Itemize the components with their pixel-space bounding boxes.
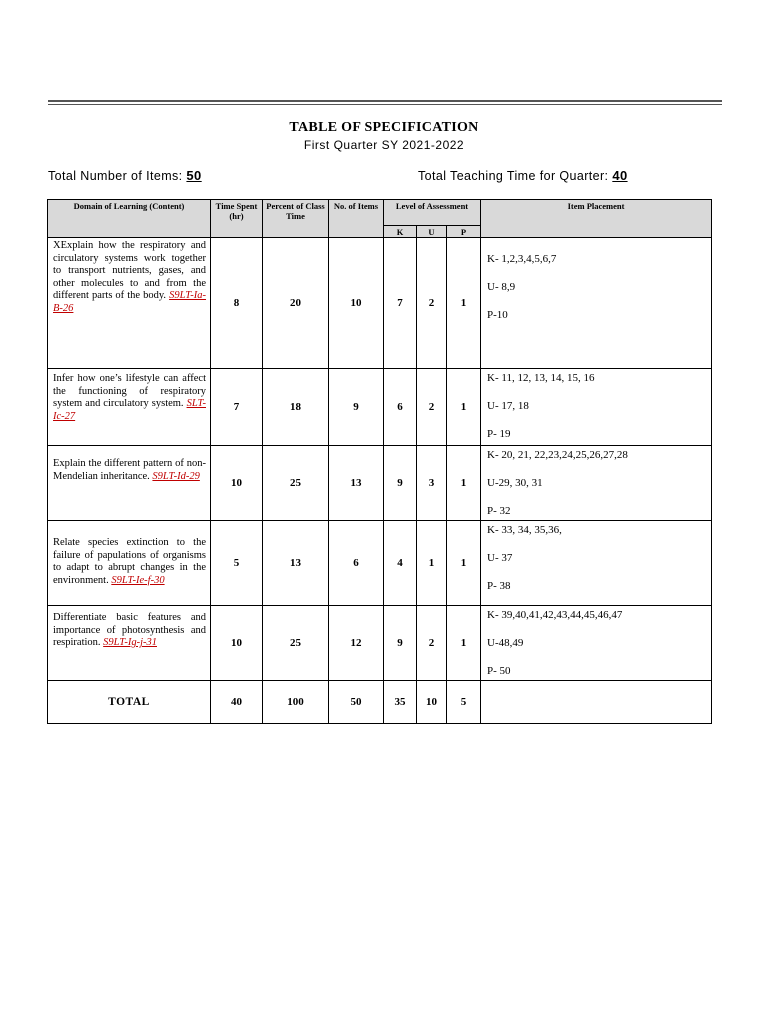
- u-cell: 2: [417, 369, 447, 446]
- time-cell: 10: [211, 606, 263, 681]
- placement-cell: [481, 521, 712, 606]
- total-placement-empty: [481, 681, 712, 724]
- placement-k: K- 1,2,3,4,5,6,7: [487, 253, 557, 265]
- domain-cell: [48, 521, 211, 606]
- placement-k: K- 11, 12, 13, 14, 15, 16: [487, 372, 595, 384]
- percent-cell: 18: [263, 369, 329, 446]
- competency-code: S9LT-Ia-B-26: [53, 290, 207, 314]
- competency-code: SLT-Ic-27: [53, 398, 206, 422]
- k-cell: 4: [384, 521, 417, 606]
- total-items-info: [48, 168, 202, 183]
- teaching-time-label: Total Teaching Time for Quarter:: [418, 169, 609, 183]
- top-rule: [48, 100, 722, 105]
- domain-cell: [48, 606, 211, 681]
- domain-text: XExplain how the respiratory and circulatory systems work together to transport nutrients, gases, and other molecules to and from the different parts of the body.: [53, 240, 206, 301]
- placement-u: U- 17, 18: [487, 400, 529, 412]
- time-cell: 5: [211, 521, 263, 606]
- header-items: No. of Items: [329, 200, 384, 238]
- placement-u: U-48,49: [487, 637, 524, 649]
- header-level: Level of Assessment: [384, 200, 481, 226]
- p-cell: 1: [447, 369, 481, 446]
- competency-code: S9LT-Ie-f-30: [111, 574, 165, 586]
- domain-cell: [48, 369, 211, 446]
- k-cell: 9: [384, 606, 417, 681]
- header-percent: Percent of Class Time: [263, 200, 329, 238]
- total-p: 5: [447, 681, 481, 724]
- items-cell: 6: [329, 521, 384, 606]
- placement-u: U- 8,9: [487, 281, 516, 293]
- total-label: TOTAL: [48, 681, 211, 724]
- k-cell: 9: [384, 446, 417, 521]
- percent-cell: 20: [263, 238, 329, 369]
- competency-code: S9LT-Id-29: [152, 470, 200, 482]
- table-row: [48, 521, 712, 606]
- time-cell: 8: [211, 238, 263, 369]
- page-title: TABLE OF SPECIFICATION: [289, 120, 479, 135]
- specification-table: [47, 199, 712, 724]
- competency-code: S9LT-Ig-j-31: [103, 637, 157, 648]
- p-cell: 1: [447, 446, 481, 521]
- teaching-time-info: [418, 168, 628, 183]
- placement-p: P- 19: [487, 428, 511, 440]
- placement-k: K- 39,40,41,42,43,44,45,46,47: [487, 609, 623, 621]
- total-row: [48, 681, 712, 724]
- page-subtitle: First Quarter SY 2021-2022: [303, 138, 465, 152]
- placement-k: K- 20, 21, 22,23,24,25,26,27,28: [487, 449, 628, 461]
- items-cell: 9: [329, 369, 384, 446]
- header-placement: Item Placement: [481, 200, 712, 238]
- items-cell: 10: [329, 238, 384, 369]
- k-cell: 7: [384, 238, 417, 369]
- placement-p: P- 38: [487, 580, 511, 592]
- placement-p: P-10: [487, 309, 508, 321]
- total-u: 10: [417, 681, 447, 724]
- teaching-time-value: 40: [612, 168, 628, 183]
- table-row: [48, 606, 712, 681]
- domain-cell: [48, 446, 211, 521]
- placement-u: U- 37: [487, 552, 513, 564]
- p-cell: 1: [447, 606, 481, 681]
- total-items: 50: [329, 681, 384, 724]
- table-row: [48, 446, 712, 521]
- total-items-label: Total Number of Items:: [48, 169, 183, 183]
- u-cell: 2: [417, 606, 447, 681]
- percent-cell: 25: [263, 606, 329, 681]
- time-cell: 7: [211, 369, 263, 446]
- domain-text: Relate species extinction to the failure of papulations of organisms to adapt to abrupt changes in the environment.: [53, 537, 206, 586]
- total-items-value: 50: [186, 168, 202, 183]
- domain-cell: [48, 238, 211, 369]
- total-percent: 100: [263, 681, 329, 724]
- time-cell: 10: [211, 446, 263, 521]
- placement-cell: [481, 238, 712, 369]
- total-k: 35: [384, 681, 417, 724]
- header-domain: Domain of Learning (Content): [48, 200, 211, 238]
- percent-cell: 13: [263, 521, 329, 606]
- domain-text: Infer how one’s lifestyle can affect the functioning of respiratory system and circulatory system.: [53, 373, 206, 409]
- domain-text: Differentiate basic features and importance of photosynthesis and respiration.: [53, 612, 206, 648]
- header-time-spent: Time Spent (hr): [211, 200, 263, 238]
- placement-p: P- 32: [487, 505, 511, 517]
- placement-p: P- 50: [487, 665, 511, 677]
- total-time: 40: [211, 681, 263, 724]
- placement-cell: [481, 369, 712, 446]
- u-cell: 2: [417, 238, 447, 369]
- items-cell: 13: [329, 446, 384, 521]
- header-k: K: [384, 226, 417, 238]
- k-cell: 6: [384, 369, 417, 446]
- table-row: [48, 238, 712, 369]
- placement-u: U-29, 30, 31: [487, 477, 543, 489]
- u-cell: 1: [417, 521, 447, 606]
- header-p: P: [447, 226, 481, 238]
- percent-cell: 25: [263, 446, 329, 521]
- items-cell: 12: [329, 606, 384, 681]
- placement-cell: [481, 446, 712, 521]
- table-row: [48, 369, 712, 446]
- placement-k: K- 33, 34, 35,36,: [487, 524, 562, 536]
- header-u: U: [417, 226, 447, 238]
- p-cell: 1: [447, 238, 481, 369]
- u-cell: 3: [417, 446, 447, 521]
- p-cell: 1: [447, 521, 481, 606]
- domain-text: Explain the different pattern of non-Mendelian inheritance.: [53, 458, 206, 482]
- placement-cell: [481, 606, 712, 681]
